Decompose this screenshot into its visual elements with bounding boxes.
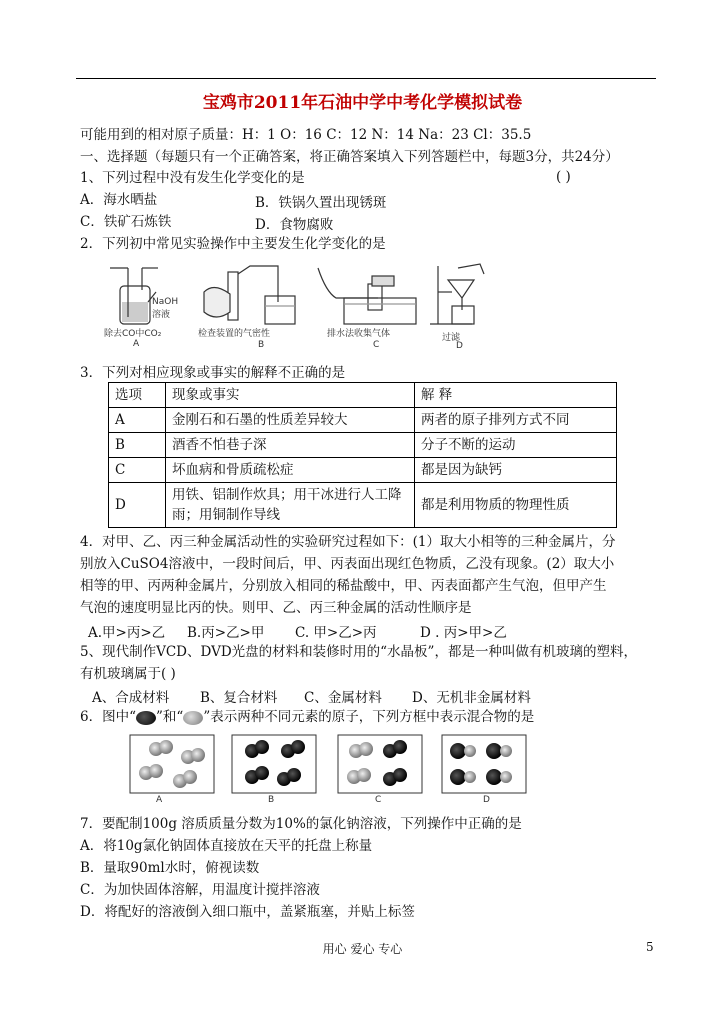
table-cell: 分子不断的运动 [415, 433, 617, 458]
q2-letter-d: D [456, 341, 463, 351]
q1-option-a: A．海水晒盐 [80, 192, 158, 208]
q3-stem: 3．下列对相应现象或事实的解释不正确的是 [80, 365, 346, 381]
table-cell: 金刚石和石墨的性质差异较大 [166, 408, 415, 433]
q7-option-d: D．将配好的溶液倒入细口瓶中，盖紧瓶塞，并贴上标签 [80, 904, 415, 920]
table-row [109, 433, 617, 458]
q5-option-c: C、金属材料 [304, 690, 382, 706]
table-row [109, 408, 617, 433]
q7-option-a: A．将10g氯化钠固体直接放在天平的托盘上称量 [80, 838, 373, 854]
q1-option-b: B．铁锅久置出现锈斑 [255, 195, 387, 211]
q6-stem-part: ”表示两种不同元素的原子，下列方框中表示混合物的是 [203, 709, 535, 725]
box-c [338, 735, 422, 793]
q7-stem: 7．要配制100g 溶质质量分数为10%的氯化钠溶液，下列操作中正确的是 [80, 816, 522, 832]
q4-option-b: B.丙>乙>甲 [187, 625, 265, 641]
table-cell: A [109, 408, 166, 433]
q2-caption-c: 排水法收集气体 [327, 329, 391, 339]
table-header-cell: 解 释 [415, 383, 617, 408]
q4-option-c: C. 甲>乙>丙 [295, 625, 377, 641]
box-d [442, 735, 526, 793]
q6-letter-d: D [483, 795, 490, 805]
q4-line-1: 4．对甲、乙、丙三种金属活动性的实验研究过程如下：(1）取大小相等的三种金属片，分 [80, 534, 616, 550]
box-a [130, 735, 214, 793]
q4-line-4: 气泡的速度明显比丙的快。则甲、乙、丙三种金属的活动性顺序是 [80, 600, 472, 616]
q6-stem-part: ”和“ [156, 709, 184, 725]
figure-d-filtration [430, 264, 484, 324]
q1-answer-paren: ( ) [556, 169, 571, 185]
q2-letter-c: C [373, 340, 380, 350]
q2-letter-a: A [133, 339, 140, 349]
table-cell: 都是因为缺钙 [415, 458, 617, 483]
q7-option-c: C．为加快固体溶解，用温度计搅拌溶液 [80, 882, 320, 898]
q6-letter-c: C [375, 795, 382, 805]
q2-caption-d: 过滤 [442, 333, 461, 343]
q1-option-d: D．食物腐败 [255, 217, 334, 233]
q6-letter-b: B [268, 795, 275, 805]
q2-naoh-label: NaOH [152, 297, 179, 307]
light-atom-icon [183, 711, 203, 725]
table-header-cell: 现象或事实 [166, 383, 415, 408]
q2-caption-b: 检查装置的气密性 [198, 329, 271, 339]
section-heading: 一、选择题（每题只有一个正确答案，将正确答案填入下列答题栏中，每题3分，共24分） [80, 149, 619, 165]
figure-b-airtight-check [204, 266, 295, 324]
table-cell: B [109, 433, 166, 458]
page-title: 宝鸡市2011年石油中学中考化学模拟试卷 [202, 93, 523, 113]
q4-option-a: A.甲>丙>乙 [88, 625, 166, 641]
q6-letter-a: A [156, 795, 163, 805]
q4-option-d: D . 丙>甲>乙 [420, 625, 507, 641]
page-footer: 用心 爱心 专心 [322, 942, 403, 956]
q2-caption-a: 除去CO中CO₂ [104, 329, 162, 339]
table-row [109, 458, 617, 483]
table-header-cell: 选项 [109, 383, 166, 408]
q1-stem: 1、下列过程中没有发生化学变化的是 [80, 170, 305, 186]
q2-naoh-label2: 溶液 [152, 310, 171, 320]
table-cell: 用铁、铝制作炊具；用干冰进行人工降雨；用铜制作导线 [166, 483, 415, 528]
table-cell: 酒香不怕巷子深 [166, 433, 415, 458]
q6-stem-part: 6．图中“ [80, 709, 136, 725]
figure-a-wash-bottle [110, 268, 158, 324]
q4-line-3: 相等的甲、丙两种金属片，分别放入相同的稀盐酸中，甲、丙表面都产生气泡，但甲产生 [80, 578, 607, 594]
header-rule [76, 78, 656, 79]
q4-line-2: 别放入CuSO4溶液中，一段时间后，甲、丙表面出现红色物质，乙没有现象。(2）取大小 [80, 556, 615, 572]
table-header-row [109, 383, 617, 408]
page-number: 5 [646, 940, 654, 954]
atomic-masses: 可能用到的相对原子质量：H：1 O：16 C：12 N：14 Na：23 Cl：35.5 [80, 127, 532, 143]
q6-particle-boxes [128, 733, 528, 808]
table-cell: 两者的原子排列方式不同 [415, 408, 617, 433]
q5-option-b: B、复合材料 [200, 690, 278, 706]
q3-table [108, 382, 617, 528]
box-b [232, 735, 316, 793]
table-cell: C [109, 458, 166, 483]
q7-option-b: B．量取90ml水时，俯视读数 [80, 860, 260, 876]
q6-stem [80, 708, 534, 727]
q5-option-a: A、合成材料 [92, 690, 170, 706]
table-cell: 都是利用物质的物理性质 [415, 483, 617, 528]
q5-line-1: 5、现代制作VCD、DVD光盘的材料和装修时用的“水晶板”，都是一种叫做有机玻璃的塑料， [80, 644, 637, 660]
q5-line-2: 有机玻璃属于( ) [80, 666, 176, 682]
q2-stem: 2．下列初中常见实验操作中主要发生化学变化的是 [80, 236, 386, 252]
figure-c-water-displacement [318, 268, 416, 324]
table-cell: 坏血病和骨质疏松症 [166, 458, 415, 483]
q1-option-c: C．铁矿石炼铁 [80, 214, 172, 230]
q2-letter-b: B [258, 340, 265, 350]
table-row [109, 483, 617, 528]
dark-atom-icon [136, 711, 156, 725]
q2-apparatus-figures [100, 262, 640, 357]
table-cell: D [109, 483, 166, 528]
q5-option-d: D、无机非金属材料 [412, 690, 531, 706]
